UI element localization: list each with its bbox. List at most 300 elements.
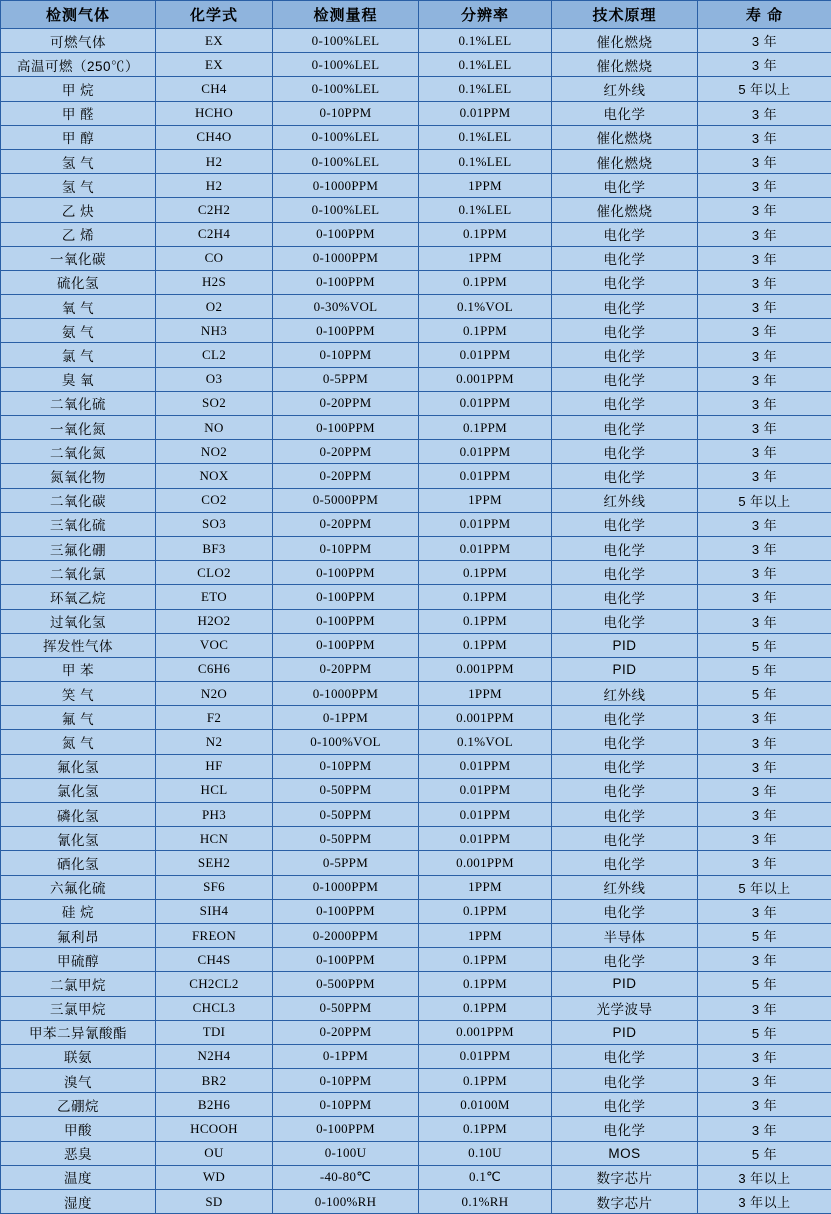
- cell-lifetime: 5 年: [698, 1020, 831, 1044]
- cell-range: 0-1PPM: [273, 1044, 419, 1068]
- table-body: [1, 29, 831, 1214]
- table-row: [1, 53, 831, 77]
- cell-range: 0-50PPM: [273, 803, 419, 827]
- cell-lifetime: 3 年: [698, 295, 831, 319]
- cell-principle: PID: [552, 633, 698, 657]
- cell-resolution: 0.1PPM: [419, 609, 552, 633]
- cell-lifetime: 3 年: [698, 416, 831, 440]
- cell-lifetime: 5 年: [698, 923, 831, 947]
- cell-gas: 二氧化氮: [1, 440, 156, 464]
- table-row: [1, 609, 831, 633]
- cell-gas: 氢 气: [1, 149, 156, 173]
- table-row: [1, 706, 831, 730]
- cell-resolution: 0.1PPM: [419, 1117, 552, 1141]
- cell-range: 0-20PPM: [273, 391, 419, 415]
- cell-range: 0-100%VOL: [273, 730, 419, 754]
- cell-principle: 催化燃烧: [552, 53, 698, 77]
- cell-resolution: 0.01PPM: [419, 440, 552, 464]
- cell-formula: HCOOH: [156, 1117, 273, 1141]
- cell-lifetime: 3 年: [698, 29, 831, 53]
- cell-resolution: 0.1PPM: [419, 416, 552, 440]
- cell-resolution: 0.1PPM: [419, 633, 552, 657]
- table-row: [1, 246, 831, 270]
- cell-gas: 溴气: [1, 1069, 156, 1093]
- cell-principle: 电化学: [552, 730, 698, 754]
- cell-lifetime: 3 年: [698, 730, 831, 754]
- cell-lifetime: 5 年: [698, 972, 831, 996]
- cell-formula: CH4S: [156, 948, 273, 972]
- cell-formula: SIH4: [156, 899, 273, 923]
- cell-lifetime: 3 年: [698, 899, 831, 923]
- cell-gas: 氟化氢: [1, 754, 156, 778]
- cell-gas: 氯化氢: [1, 778, 156, 802]
- table-row: [1, 996, 831, 1020]
- cell-gas: 氟 气: [1, 706, 156, 730]
- cell-formula: BR2: [156, 1069, 273, 1093]
- cell-lifetime: 3 年: [698, 706, 831, 730]
- cell-gas: 硫化氢: [1, 270, 156, 294]
- cell-principle: 红外线: [552, 682, 698, 706]
- cell-range: 0-100%LEL: [273, 77, 419, 101]
- cell-gas: 二氧化硫: [1, 391, 156, 415]
- cell-lifetime: 3 年: [698, 585, 831, 609]
- cell-formula: C2H2: [156, 198, 273, 222]
- cell-principle: 数字芯片: [552, 1190, 698, 1214]
- cell-principle: 催化燃烧: [552, 198, 698, 222]
- cell-formula: B2H6: [156, 1093, 273, 1117]
- cell-range: 0-100%LEL: [273, 125, 419, 149]
- cell-gas: 氧 气: [1, 295, 156, 319]
- table-row: [1, 899, 831, 923]
- cell-formula: WD: [156, 1165, 273, 1189]
- cell-formula: SF6: [156, 875, 273, 899]
- cell-formula: N2H4: [156, 1044, 273, 1068]
- table-row: [1, 1141, 831, 1165]
- cell-range: 0-50PPM: [273, 996, 419, 1020]
- cell-principle: 电化学: [552, 1093, 698, 1117]
- cell-formula: NO: [156, 416, 273, 440]
- cell-lifetime: 3 年: [698, 198, 831, 222]
- table-row: [1, 198, 831, 222]
- cell-range: 0-20PPM: [273, 512, 419, 536]
- cell-range: 0-10PPM: [273, 343, 419, 367]
- cell-principle: 光学波导: [552, 996, 698, 1020]
- cell-formula: CO: [156, 246, 273, 270]
- cell-principle: 电化学: [552, 948, 698, 972]
- cell-formula: NH3: [156, 319, 273, 343]
- table-row: [1, 875, 831, 899]
- cell-gas: 恶臭: [1, 1141, 156, 1165]
- cell-gas: 磷化氢: [1, 803, 156, 827]
- cell-resolution: 1PPM: [419, 875, 552, 899]
- cell-range: 0-100PPM: [273, 319, 419, 343]
- column-header-gas: 检测气体: [1, 1, 156, 29]
- cell-principle: 电化学: [552, 246, 698, 270]
- cell-formula: CL2: [156, 343, 273, 367]
- cell-formula: N2O: [156, 682, 273, 706]
- cell-resolution: 0.01PPM: [419, 536, 552, 560]
- cell-lifetime: 3 年: [698, 948, 831, 972]
- cell-lifetime: 3 年: [698, 561, 831, 585]
- cell-range: 0-100%LEL: [273, 53, 419, 77]
- cell-principle: PID: [552, 972, 698, 996]
- cell-principle: MOS: [552, 1141, 698, 1165]
- cell-range: 0-100U: [273, 1141, 419, 1165]
- table-row: [1, 101, 831, 125]
- cell-range: 0-10PPM: [273, 536, 419, 560]
- cell-formula: CH4O: [156, 125, 273, 149]
- cell-gas: 甲 醛: [1, 101, 156, 125]
- cell-formula: NO2: [156, 440, 273, 464]
- cell-gas: 二氧化氯: [1, 561, 156, 585]
- cell-formula: EX: [156, 29, 273, 53]
- table-row: [1, 464, 831, 488]
- cell-formula: N2: [156, 730, 273, 754]
- table-row: [1, 1020, 831, 1044]
- cell-gas: 氯 气: [1, 343, 156, 367]
- cell-principle: 电化学: [552, 270, 698, 294]
- table-row: [1, 29, 831, 53]
- column-header-lifetime: 寿 命: [698, 1, 831, 29]
- cell-resolution: 0.1%LEL: [419, 198, 552, 222]
- cell-resolution: 0.1PPM: [419, 899, 552, 923]
- table-row: [1, 149, 831, 173]
- cell-principle: 电化学: [552, 222, 698, 246]
- cell-principle: PID: [552, 1020, 698, 1044]
- cell-range: 0-100%RH: [273, 1190, 419, 1214]
- cell-resolution: 0.1PPM: [419, 1069, 552, 1093]
- cell-resolution: 0.1PPM: [419, 319, 552, 343]
- cell-range: 0-100PPM: [273, 948, 419, 972]
- cell-principle: PID: [552, 657, 698, 681]
- cell-resolution: 0.01PPM: [419, 778, 552, 802]
- cell-formula: PH3: [156, 803, 273, 827]
- cell-range: 0-30%VOL: [273, 295, 419, 319]
- cell-principle: 电化学: [552, 343, 698, 367]
- cell-resolution: 0.1%LEL: [419, 77, 552, 101]
- table-header: [1, 1, 831, 29]
- cell-range: 0-1000PPM: [273, 174, 419, 198]
- cell-range: 0-20PPM: [273, 1020, 419, 1044]
- cell-lifetime: 5 年: [698, 1141, 831, 1165]
- cell-gas: 二氯甲烷: [1, 972, 156, 996]
- cell-formula: O2: [156, 295, 273, 319]
- cell-lifetime: 3 年: [698, 512, 831, 536]
- cell-range: 0-100PPM: [273, 899, 419, 923]
- cell-gas: 甲 醇: [1, 125, 156, 149]
- cell-gas: 三氟化硼: [1, 536, 156, 560]
- cell-lifetime: 3 年: [698, 754, 831, 778]
- table-row: [1, 1165, 831, 1189]
- table-row: [1, 803, 831, 827]
- cell-lifetime: 5 年以上: [698, 875, 831, 899]
- cell-lifetime: 3 年: [698, 222, 831, 246]
- cell-lifetime: 3 年: [698, 778, 831, 802]
- cell-gas: 氨 气: [1, 319, 156, 343]
- cell-range: 0-100%LEL: [273, 29, 419, 53]
- cell-formula: O3: [156, 367, 273, 391]
- cell-resolution: 0.1%VOL: [419, 295, 552, 319]
- cell-resolution: 1PPM: [419, 488, 552, 512]
- table-row: [1, 391, 831, 415]
- cell-resolution: 0.10U: [419, 1141, 552, 1165]
- cell-formula: EX: [156, 53, 273, 77]
- cell-formula: HF: [156, 754, 273, 778]
- cell-formula: H2O2: [156, 609, 273, 633]
- column-header-formula: 化学式: [156, 1, 273, 29]
- cell-formula: HCL: [156, 778, 273, 802]
- cell-lifetime: 3 年: [698, 440, 831, 464]
- cell-range: 0-1000PPM: [273, 875, 419, 899]
- cell-formula: HCN: [156, 827, 273, 851]
- cell-resolution: 0.01PPM: [419, 1044, 552, 1068]
- cell-range: 0-100%LEL: [273, 198, 419, 222]
- cell-range: 0-2000PPM: [273, 923, 419, 947]
- cell-gas: 乙硼烷: [1, 1093, 156, 1117]
- column-header-resolution: 分辨率: [419, 1, 552, 29]
- cell-gas: 温度: [1, 1165, 156, 1189]
- cell-principle: 电化学: [552, 464, 698, 488]
- cell-lifetime: 3 年: [698, 851, 831, 875]
- cell-lifetime: 3 年: [698, 246, 831, 270]
- cell-range: 0-100PPM: [273, 270, 419, 294]
- cell-range: -40-80℃: [273, 1165, 419, 1189]
- cell-gas: 乙 烯: [1, 222, 156, 246]
- cell-gas: 硒化氢: [1, 851, 156, 875]
- cell-resolution: 0.01PPM: [419, 343, 552, 367]
- cell-lifetime: 3 年: [698, 803, 831, 827]
- table-row: [1, 174, 831, 198]
- table-row: [1, 125, 831, 149]
- cell-principle: 电化学: [552, 391, 698, 415]
- cell-gas: 环氧乙烷: [1, 585, 156, 609]
- cell-lifetime: 5 年: [698, 633, 831, 657]
- cell-formula: FREON: [156, 923, 273, 947]
- cell-gas: 湿度: [1, 1190, 156, 1214]
- cell-range: 0-100PPM: [273, 561, 419, 585]
- cell-principle: 红外线: [552, 77, 698, 101]
- cell-formula: SO2: [156, 391, 273, 415]
- cell-gas: 挥发性气体: [1, 633, 156, 657]
- cell-gas: 联氨: [1, 1044, 156, 1068]
- cell-resolution: 0.001PPM: [419, 851, 552, 875]
- table-row: [1, 77, 831, 101]
- cell-principle: 电化学: [552, 561, 698, 585]
- cell-lifetime: 3 年: [698, 1069, 831, 1093]
- table-row: [1, 488, 831, 512]
- cell-lifetime: 3 年: [698, 149, 831, 173]
- cell-principle: 电化学: [552, 367, 698, 391]
- cell-range: 0-100PPM: [273, 416, 419, 440]
- cell-principle: 电化学: [552, 706, 698, 730]
- cell-range: 0-20PPM: [273, 464, 419, 488]
- cell-resolution: 1PPM: [419, 174, 552, 198]
- cell-gas: 氟利昂: [1, 923, 156, 947]
- cell-resolution: 0.01PPM: [419, 754, 552, 778]
- cell-formula: TDI: [156, 1020, 273, 1044]
- table-row: [1, 536, 831, 560]
- cell-principle: 电化学: [552, 295, 698, 319]
- table-row: [1, 923, 831, 947]
- cell-gas: 过氧化氢: [1, 609, 156, 633]
- cell-resolution: 0.1%LEL: [419, 53, 552, 77]
- cell-lifetime: 3 年: [698, 125, 831, 149]
- cell-lifetime: 3 年: [698, 270, 831, 294]
- table-row: [1, 295, 831, 319]
- cell-formula: NOX: [156, 464, 273, 488]
- cell-lifetime: 3 年: [698, 391, 831, 415]
- cell-lifetime: 3 年以上: [698, 1190, 831, 1214]
- cell-range: 0-50PPM: [273, 778, 419, 802]
- cell-resolution: 0.1%VOL: [419, 730, 552, 754]
- cell-resolution: 0.1℃: [419, 1165, 552, 1189]
- cell-gas: 笑 气: [1, 682, 156, 706]
- table-row: [1, 1044, 831, 1068]
- cell-lifetime: 3 年: [698, 101, 831, 125]
- cell-gas: 乙 炔: [1, 198, 156, 222]
- cell-principle: 电化学: [552, 803, 698, 827]
- cell-principle: 催化燃烧: [552, 125, 698, 149]
- cell-principle: 电化学: [552, 416, 698, 440]
- cell-formula: C6H6: [156, 657, 273, 681]
- cell-gas: 氮氧化物: [1, 464, 156, 488]
- cell-formula: C2H4: [156, 222, 273, 246]
- cell-gas: 高温可燃（250℃）: [1, 53, 156, 77]
- cell-lifetime: 3 年: [698, 1044, 831, 1068]
- table-row: [1, 440, 831, 464]
- cell-principle: 电化学: [552, 101, 698, 125]
- cell-range: 0-100%LEL: [273, 149, 419, 173]
- cell-gas: 氮 气: [1, 730, 156, 754]
- cell-range: 0-10PPM: [273, 754, 419, 778]
- cell-resolution: 0.1%LEL: [419, 125, 552, 149]
- table-row: [1, 270, 831, 294]
- cell-range: 0-10PPM: [273, 1093, 419, 1117]
- cell-formula: SO3: [156, 512, 273, 536]
- cell-lifetime: 5 年: [698, 657, 831, 681]
- cell-formula: SEH2: [156, 851, 273, 875]
- cell-range: 0-1PPM: [273, 706, 419, 730]
- cell-resolution: 0.01PPM: [419, 391, 552, 415]
- cell-formula: F2: [156, 706, 273, 730]
- cell-resolution: 0.001PPM: [419, 367, 552, 391]
- cell-formula: BF3: [156, 536, 273, 560]
- cell-range: 0-1000PPM: [273, 682, 419, 706]
- cell-range: 0-500PPM: [273, 972, 419, 996]
- cell-principle: 催化燃烧: [552, 29, 698, 53]
- cell-range: 0-10PPM: [273, 101, 419, 125]
- cell-range: 0-5000PPM: [273, 488, 419, 512]
- cell-gas: 氰化氢: [1, 827, 156, 851]
- column-header-range: 检测量程: [273, 1, 419, 29]
- cell-resolution: 0.1%RH: [419, 1190, 552, 1214]
- table-row: [1, 416, 831, 440]
- cell-principle: 电化学: [552, 512, 698, 536]
- cell-formula: H2S: [156, 270, 273, 294]
- cell-gas: 硅 烷: [1, 899, 156, 923]
- cell-formula: CLO2: [156, 561, 273, 585]
- table-row: [1, 319, 831, 343]
- cell-gas: 甲酸: [1, 1117, 156, 1141]
- table-row: [1, 972, 831, 996]
- cell-formula: SD: [156, 1190, 273, 1214]
- cell-principle: 催化燃烧: [552, 149, 698, 173]
- table-row: [1, 633, 831, 657]
- cell-lifetime: 3 年: [698, 343, 831, 367]
- cell-resolution: 0.01PPM: [419, 101, 552, 125]
- table-row: [1, 778, 831, 802]
- cell-range: 0-50PPM: [273, 827, 419, 851]
- cell-resolution: 0.1PPM: [419, 222, 552, 246]
- cell-formula: CH4: [156, 77, 273, 101]
- cell-range: 0-100PPM: [273, 1117, 419, 1141]
- cell-gas: 三氯甲烷: [1, 996, 156, 1020]
- cell-principle: 红外线: [552, 875, 698, 899]
- cell-gas: 一氧化碳: [1, 246, 156, 270]
- cell-resolution: 1PPM: [419, 246, 552, 270]
- table-row: [1, 1069, 831, 1093]
- cell-resolution: 0.1PPM: [419, 948, 552, 972]
- cell-principle: 半导体: [552, 923, 698, 947]
- cell-principle: 电化学: [552, 440, 698, 464]
- cell-gas: 可燃气体: [1, 29, 156, 53]
- cell-range: 0-20PPM: [273, 657, 419, 681]
- cell-range: 0-1000PPM: [273, 246, 419, 270]
- cell-lifetime: 3 年以上: [698, 1165, 831, 1189]
- cell-lifetime: 3 年: [698, 319, 831, 343]
- cell-range: 0-5PPM: [273, 851, 419, 875]
- table-row: [1, 512, 831, 536]
- cell-lifetime: 3 年: [698, 536, 831, 560]
- cell-lifetime: 3 年: [698, 996, 831, 1020]
- cell-principle: 红外线: [552, 488, 698, 512]
- table-row: [1, 343, 831, 367]
- cell-principle: 电化学: [552, 585, 698, 609]
- cell-principle: 电化学: [552, 1044, 698, 1068]
- cell-formula: CO2: [156, 488, 273, 512]
- table-row: [1, 367, 831, 391]
- cell-lifetime: 3 年: [698, 1093, 831, 1117]
- cell-formula: ETO: [156, 585, 273, 609]
- cell-lifetime: 3 年: [698, 609, 831, 633]
- cell-range: 0-10PPM: [273, 1069, 419, 1093]
- table-row: [1, 948, 831, 972]
- table-row: [1, 682, 831, 706]
- table-row: [1, 827, 831, 851]
- cell-principle: 电化学: [552, 1069, 698, 1093]
- cell-resolution: 0.1PPM: [419, 270, 552, 294]
- cell-lifetime: 3 年: [698, 827, 831, 851]
- cell-resolution: 0.0100M: [419, 1093, 552, 1117]
- cell-resolution: 1PPM: [419, 923, 552, 947]
- cell-resolution: 0.1%LEL: [419, 149, 552, 173]
- table-row: [1, 561, 831, 585]
- cell-gas: 甲硫醇: [1, 948, 156, 972]
- table-row: [1, 851, 831, 875]
- table-row: [1, 754, 831, 778]
- cell-resolution: 0.001PPM: [419, 1020, 552, 1044]
- cell-formula: CHCL3: [156, 996, 273, 1020]
- cell-principle: 电化学: [552, 827, 698, 851]
- cell-resolution: 0.1PPM: [419, 996, 552, 1020]
- cell-principle: 电化学: [552, 609, 698, 633]
- cell-principle: 电化学: [552, 778, 698, 802]
- cell-formula: HCHO: [156, 101, 273, 125]
- cell-gas: 甲苯二异氰酸酯: [1, 1020, 156, 1044]
- cell-lifetime: 3 年: [698, 174, 831, 198]
- cell-principle: 电化学: [552, 899, 698, 923]
- cell-lifetime: 3 年: [698, 464, 831, 488]
